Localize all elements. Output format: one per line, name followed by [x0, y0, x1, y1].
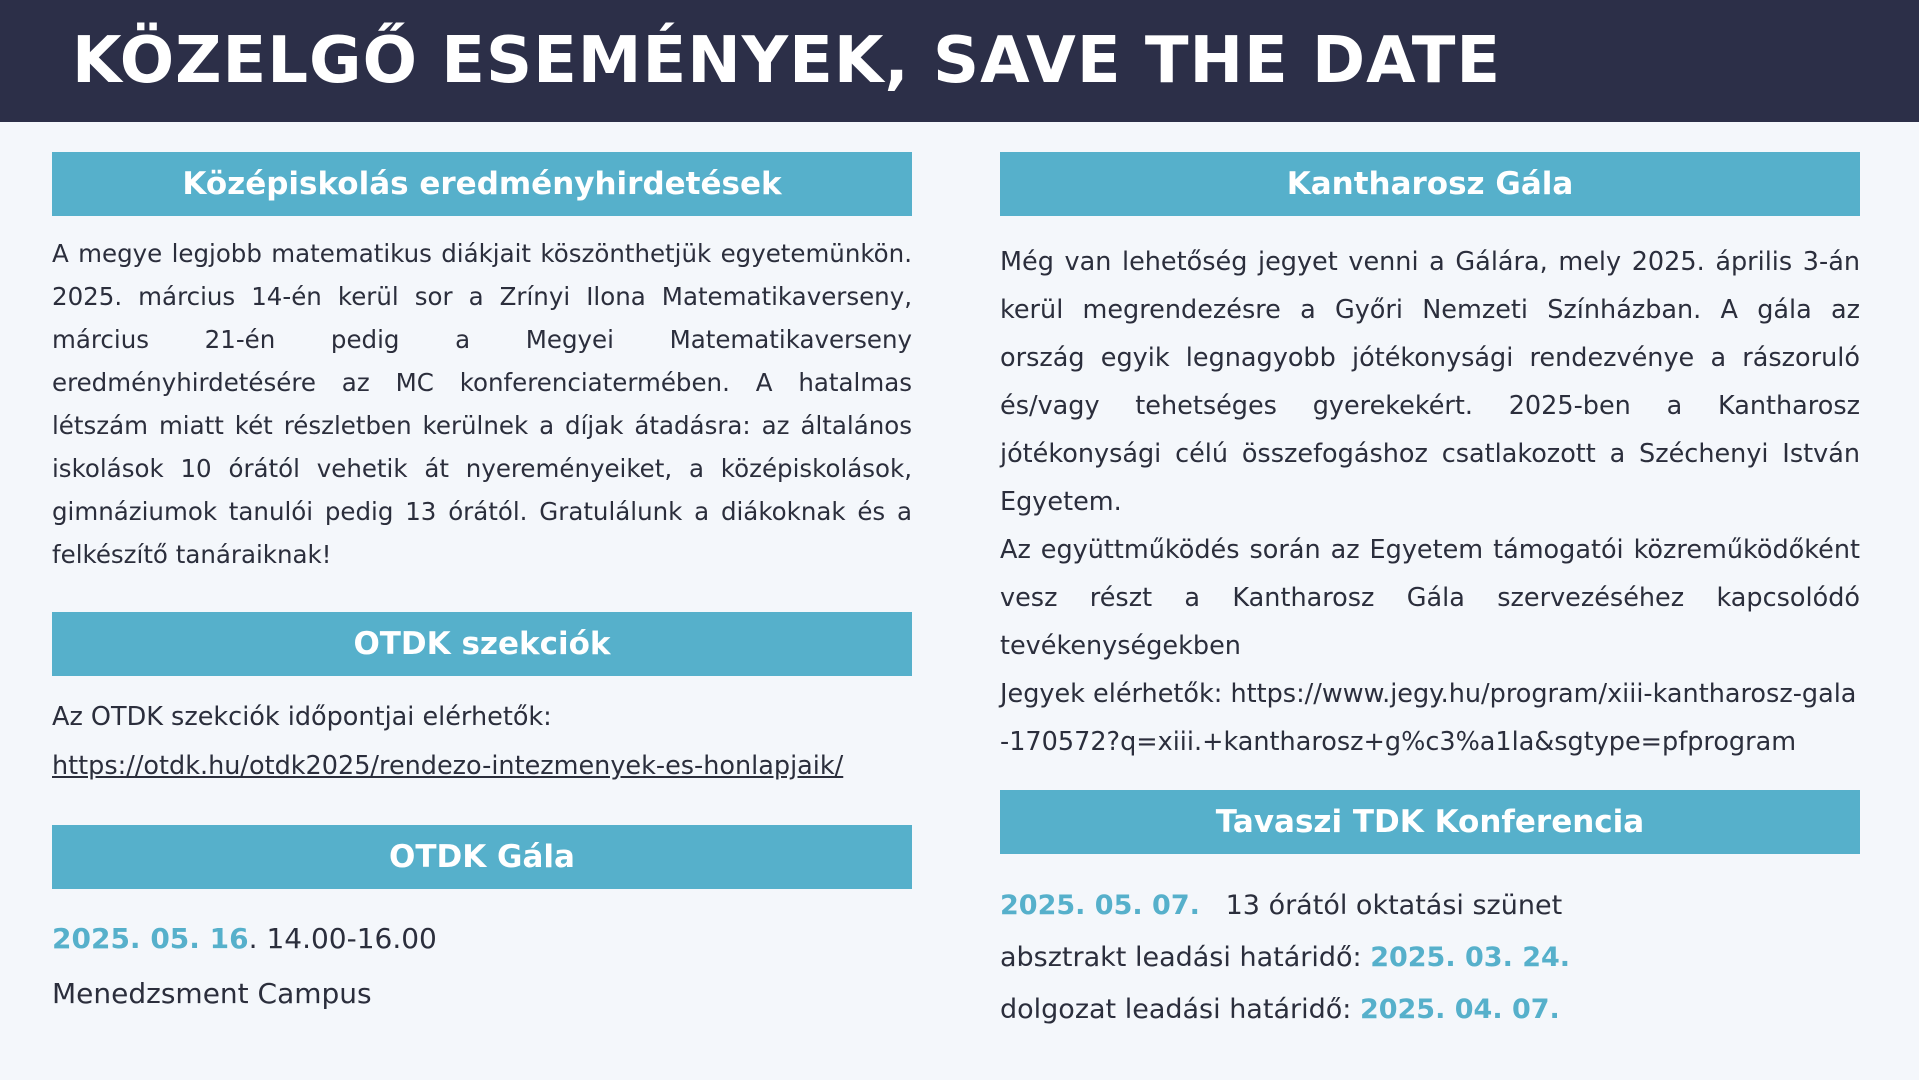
otdk-szekciok-link[interactable]: https://otdk.hu/otdk2025/rendezo-intezmenyek-es-honlapjaik/	[52, 751, 844, 781]
otdk-gala-time: . 14.00-16.00	[248, 922, 437, 955]
otdk-gala-place: Menedzsment Campus	[52, 977, 372, 1010]
page-header	[0, 0, 1919, 122]
section-heading-otdk-szekciok: OTDK szekciók	[52, 612, 912, 676]
kantharosz-paragraph-2: Az együttműködés során az Egyetem támogatói közreműködőként vesz részt a Kantharosz Gála szervezéséhez kapcsolódó tevékenységekben	[1000, 535, 1860, 661]
section-heading-kantharosz: Kantharosz Gála	[1000, 152, 1860, 216]
tdk-line-3	[1000, 994, 1560, 1025]
tdk-date-2: 2025. 03. 24.	[1370, 942, 1571, 973]
kantharosz-tickets: Jegyek elérhetők: https://www.jegy.hu/program/xiii-kantharosz-gala-170572?q=xiii.+kantharosz+g%c3%a1la&sgtype=pfprogram	[1000, 679, 1857, 757]
tdk-label-2: absztrakt leadási határidő:	[1000, 942, 1371, 973]
tdk-line-2	[1000, 942, 1570, 973]
otdk-szekciok-intro: Az OTDK szekciók időpontjai elérhetők:	[52, 702, 552, 732]
section-heading-kozepiskolas: Középiskolás eredményhirdetések	[52, 152, 912, 216]
tdk-label-3: dolgozat leadási határidő:	[1000, 994, 1360, 1025]
tdk-text-1: 13 órától oktatási szünet	[1225, 890, 1563, 921]
section-heading-otdk-gala: OTDK Gála	[52, 825, 912, 889]
tdk-date-1: 2025. 05. 07.	[1000, 890, 1200, 921]
otdk-gala-date: 2025. 05. 16	[52, 922, 249, 955]
section-body-kozepiskolas: A megye legjobb matematikus diákjait köszönthetjük egyetemünkön. 2025. március 14-én kerül sor a Zrínyi Ilona Matematikaverseny, március 21-én pedig a Megyei Matematikaverseny eredményhirdetésére az MC konferenciatermében. A hatalmas létszám miatt két részletben kerülnek a díjak átadásra: az általános iskolások 10 órától vehetik át nyereményeiket, a középiskolások, gimnáziumok tanulói pedig 13 órától. Gratulálunk a diákoknak és a felkészítő tanáraiknak!	[52, 239, 912, 569]
otdk-gala-datetime	[52, 922, 437, 955]
page-title: KÖZELGŐ ESEMÉNYEK, SAVE THE DATE	[72, 24, 1502, 98]
tdk-line-1	[1000, 890, 1562, 921]
section-heading-tavaszi-tdk: Tavaszi TDK Konferencia	[1000, 790, 1860, 854]
kantharosz-paragraph-1: Még van lehetőség jegyet venni a Gálára, mely 2025. április 3-án kerül megrendezésre a Győri Nemzeti Színházban. A gála az ország egyik legnagyobb jótékonysági rendezvénye a rászoruló és/vagy tehetséges gyerekekért. 2025-ben a Kantharosz jótékonysági célú összefogáshoz csatlakozott a Széchenyi István Egyetem.	[1000, 247, 1860, 517]
tdk-date-3: 2025. 04. 07.	[1359, 994, 1560, 1025]
